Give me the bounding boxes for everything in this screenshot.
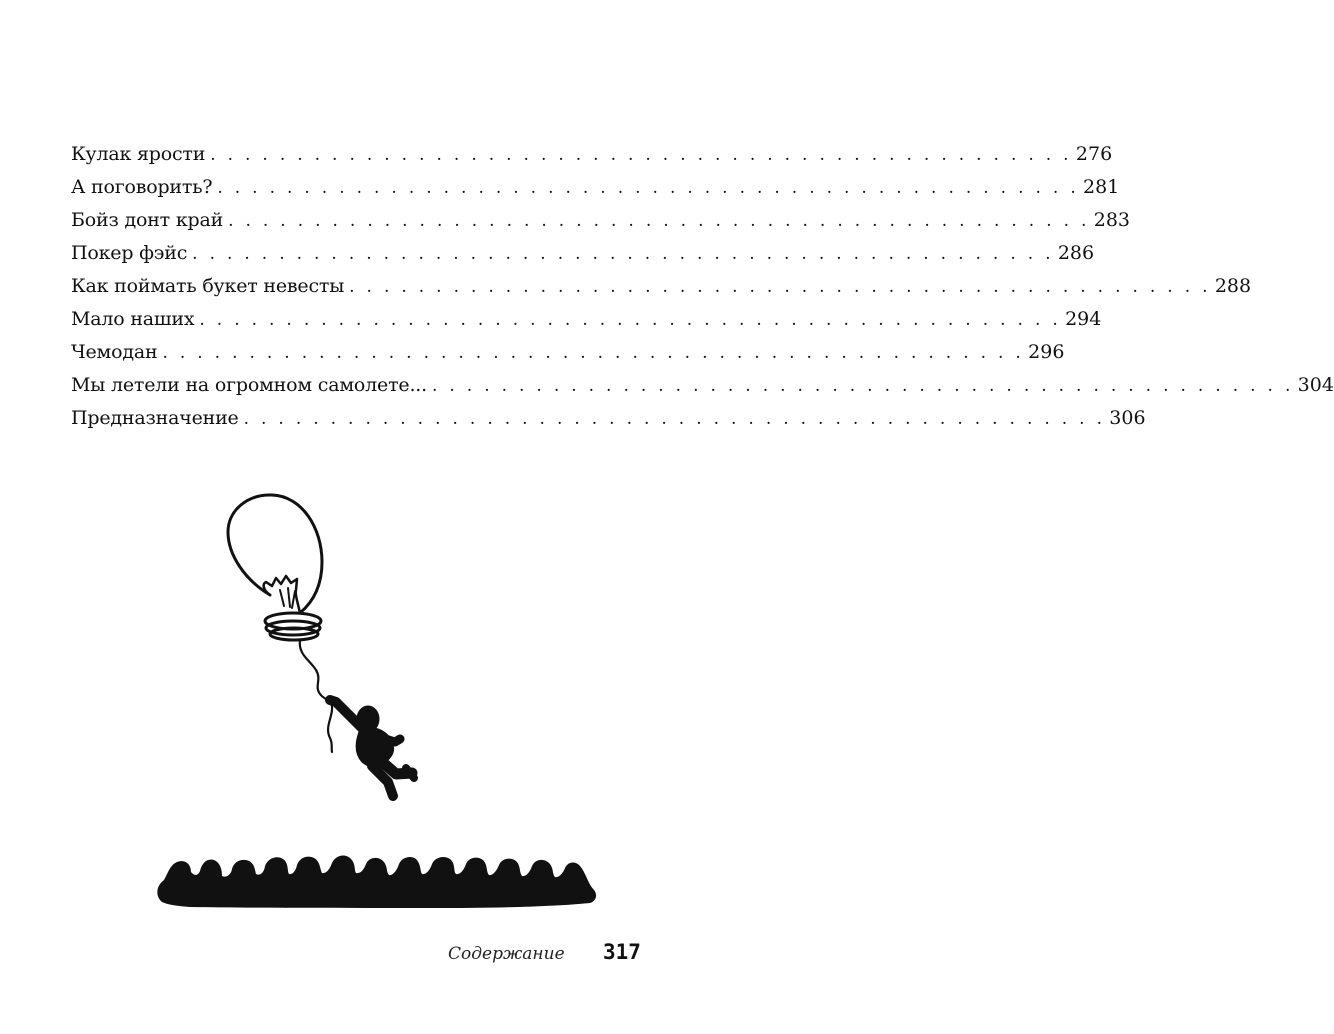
toc-entry-title: А поговорить? [71, 176, 213, 198]
toc-entry-page: 276 [1075, 143, 1113, 165]
toc-leader-dots: . . . . . . . . . . . . . . . . . . . . . . . . . . . . . . . . . . . . . . . . . . . . . . . . . . [210, 145, 1072, 165]
lightbulb-icon [228, 495, 322, 640]
toc-leader-dots: . . . . . . . . . . . . . . . . . . . . . . . . . . . . . . . . . . . . . . . . . . . . . . . . . . [431, 376, 1294, 396]
toc-entry[interactable] [71, 305, 1102, 338]
toc-entry-page: 306 [1109, 407, 1146, 429]
toc-entry-page: 288 [1214, 275, 1252, 297]
toc-leader-dots: . . . . . . . . . . . . . . . . . . . . . . . . . . . . . . . . . . . . . . . . . . . . . . . . . . [228, 211, 1090, 231]
toc-entry-page: 283 [1093, 209, 1131, 231]
toc-entry[interactable] [71, 272, 1252, 305]
toc-entry[interactable] [71, 206, 1131, 239]
toc-entry[interactable] [71, 173, 1120, 206]
page-number: 317 [603, 940, 641, 964]
toc-entry-title: Как поймать букет невесты [71, 275, 345, 297]
toc-leader-dots: . . . . . . . . . . . . . . . . . . . . . . . . . . . . . . . . . . . . . . . . . . . . . . . . . . [243, 409, 1106, 429]
toc-entry[interactable] [71, 338, 1065, 371]
toc-entry-page: 286 [1057, 242, 1095, 264]
crowd-silhouette [157, 856, 596, 908]
flying-person-silhouette [330, 700, 414, 796]
page-footer [448, 938, 648, 970]
toc-entry[interactable] [71, 404, 1146, 437]
table-of-contents [71, 140, 1334, 437]
toc-leader-dots: . . . . . . . . . . . . . . . . . . . . . . . . . . . . . . . . . . . . . . . . . . . . . . . . . . [162, 343, 1025, 363]
toc-entry-page: 294 [1065, 308, 1102, 330]
toc-entry-title: Мы летели на огромном самолете... [71, 374, 427, 396]
running-section-title: Содержание [448, 944, 565, 964]
toc-entry-page: 281 [1083, 176, 1120, 198]
toc-entry-title: Предназначение [71, 407, 239, 429]
toc-entry[interactable] [71, 371, 1334, 404]
toc-leader-dots: . . . . . . . . . . . . . . . . . . . . . . . . . . . . . . . . . . . . . . . . . . . . . . . . . . [349, 277, 1211, 297]
toc-entry-title: Кулак ярости [71, 143, 206, 165]
toc-entry[interactable] [71, 239, 1095, 272]
toc-entry-title: Покер фэйс [71, 242, 188, 264]
lightbulb-balloon-illustration [150, 490, 610, 920]
toc-entry-page: 296 [1028, 341, 1065, 363]
toc-entry-title: Чемодан [71, 341, 158, 363]
toc-leader-dots: . . . . . . . . . . . . . . . . . . . . . . . . . . . . . . . . . . . . . . . . . . . . . . . . . . [199, 310, 1062, 330]
toc-leader-dots: . . . . . . . . . . . . . . . . . . . . . . . . . . . . . . . . . . . . . . . . . . . . . . . . . . [192, 244, 1054, 264]
toc-entry-title: Бойз донт край [71, 209, 224, 231]
toc-entry-page: 304 [1297, 374, 1334, 396]
toc-entry-title: Мало наших [71, 308, 195, 330]
toc-leader-dots: . . . . . . . . . . . . . . . . . . . . . . . . . . . . . . . . . . . . . . . . . . . . . . . . . . [217, 178, 1080, 198]
toc-entry[interactable] [71, 140, 1113, 173]
